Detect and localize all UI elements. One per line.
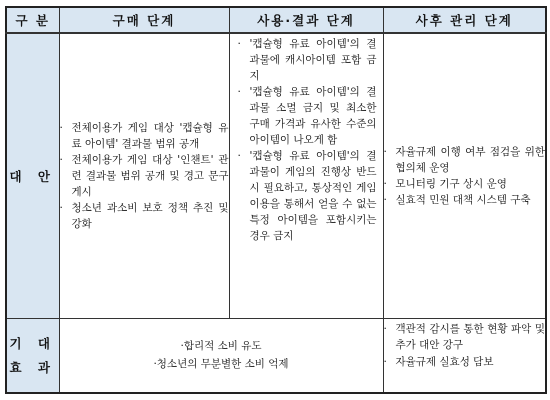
list-item <box>384 144 546 176</box>
cell-after-alternatives <box>383 33 546 318</box>
table-header-row <box>6 7 546 33</box>
bullet-mark: · <box>59 201 63 214</box>
header-category: 구 분 <box>6 7 59 33</box>
list-item-text: 자율규제 이행 여부 점검을 위한 협의체 운영 <box>395 145 545 174</box>
table-row-expected-effects <box>6 318 546 393</box>
bullet-mark: · <box>237 150 241 162</box>
table-row-alternatives <box>6 33 546 318</box>
cell-usage-alternatives <box>229 33 383 318</box>
bullet-mark: · <box>59 121 63 134</box>
list-item-text: 모니터링 기구 상시 운영 <box>395 177 507 190</box>
list-item <box>60 200 229 232</box>
policy-table <box>5 6 547 394</box>
bullet-mark: · <box>383 322 387 335</box>
row-label-line: 효 과 <box>9 360 56 376</box>
header-usage-result-stage: 사용·결과 단계 <box>229 7 383 33</box>
bullet-mark: · <box>383 193 387 206</box>
list-item <box>384 176 546 192</box>
list-item <box>60 120 229 152</box>
bullet-mark: · <box>237 38 241 50</box>
row-label-expected-effects <box>6 318 59 393</box>
row-label-line: 기 대 <box>9 336 56 352</box>
header-after-management-stage: 사후 관리 단계 <box>383 7 546 33</box>
bullet-mark: · <box>59 153 63 166</box>
list-item <box>384 321 546 353</box>
list-item <box>238 148 377 244</box>
list-item <box>384 192 546 208</box>
bullet-mark: · <box>237 86 241 98</box>
list-item <box>384 354 546 370</box>
list-item-text: 전체이용가 게임 대상 '캡슐형 유료 아이템' 결과물 범위 공개 <box>71 121 229 150</box>
effect-line: ·청소년의 무분별한 소비 억제 <box>153 358 289 371</box>
effect-line: ·합리적 소비 유도 <box>180 340 262 353</box>
header-purchase-stage: 구매 단계 <box>59 7 229 33</box>
bullet-mark: · <box>383 145 387 158</box>
cell-after-effects <box>383 318 546 393</box>
list-item <box>238 36 377 84</box>
list-item-text: 객관적 감시를 통한 현황 파악 및 추가 대안 강구 <box>395 322 545 351</box>
list-item-text: 전체이용가 게임 대상 '인챈트' 관련 결과물 범위 공개 및 경고 문구 게시 <box>71 153 229 198</box>
list-item <box>238 84 377 148</box>
list-item-text: 청소년 과소비 보호 정책 추진 및 강화 <box>71 201 229 230</box>
list-item-text: 자율규제 실효성 담보 <box>395 355 494 368</box>
cell-purchase-alternatives <box>59 33 229 318</box>
list-item-text: '캡슐형 유료 아이템'의 결과물에 캐시아이템 포함 금지 <box>249 38 377 82</box>
bullet-mark: · <box>383 355 387 368</box>
bullet-mark: · <box>383 177 387 190</box>
list-item-text: 실효적 민원 대책 시스템 구축 <box>395 193 531 206</box>
list-item-text: '캡슐형 유료 아이템'의 결과물 소멸 금지 및 최소한 구매 가격과 유사한 수준의 아이템이 나오게 함 <box>249 86 377 146</box>
list-item-text: '캡슐형 유료 아이템'의 결과물이 게임의 진행상 반드시 필요하고, 통상적인 게임이용을 통해서 얻을 수 없는 특정 아이템을 포함시키는 경우 금지 <box>249 150 377 242</box>
cell-effects-merged <box>59 318 383 393</box>
list-item <box>60 152 229 200</box>
row-label-alternatives: 대 안 <box>6 33 59 318</box>
